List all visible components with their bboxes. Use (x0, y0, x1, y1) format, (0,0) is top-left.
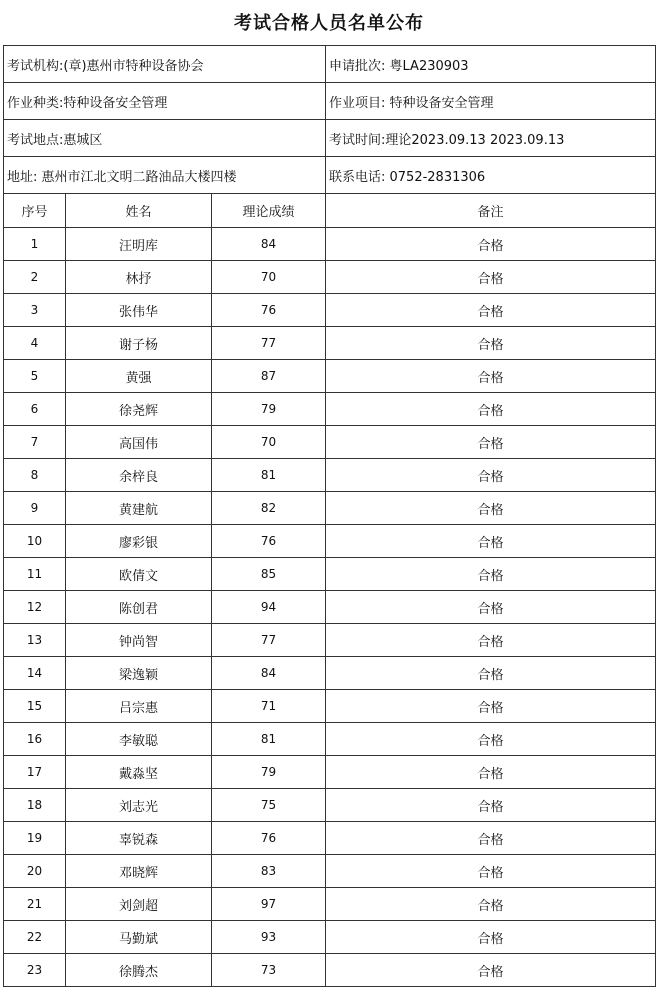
row-note: 合格 (326, 525, 656, 558)
row-no: 4 (4, 327, 66, 360)
row-score: 85 (212, 558, 326, 591)
row-name: 徐尧辉 (66, 393, 212, 426)
row-name: 马勤斌 (66, 921, 212, 954)
row-no: 14 (4, 657, 66, 690)
row-score: 76 (212, 822, 326, 855)
table-row (4, 393, 656, 426)
row-name: 邓晓辉 (66, 855, 212, 888)
table-row (4, 624, 656, 657)
row-no: 11 (4, 558, 66, 591)
table-row (4, 954, 656, 987)
header-no: 序号 (4, 194, 66, 228)
header-score: 理论成绩 (212, 194, 326, 228)
row-score: 76 (212, 525, 326, 558)
exam-site: 考试地点:惠城区 (4, 120, 326, 157)
row-note: 合格 (326, 921, 656, 954)
row-note: 合格 (326, 822, 656, 855)
row-note: 合格 (326, 789, 656, 822)
row-name: 黄强 (66, 360, 212, 393)
table-row (4, 690, 656, 723)
row-note: 合格 (326, 261, 656, 294)
row-name: 辜锐森 (66, 822, 212, 855)
row-note: 合格 (326, 624, 656, 657)
row-note: 合格 (326, 459, 656, 492)
table-row (4, 822, 656, 855)
row-note: 合格 (326, 360, 656, 393)
row-name: 张伟华 (66, 294, 212, 327)
row-note: 合格 (326, 558, 656, 591)
row-score: 82 (212, 492, 326, 525)
row-note: 合格 (326, 591, 656, 624)
row-score: 79 (212, 393, 326, 426)
row-name: 戴淼坚 (66, 756, 212, 789)
row-name: 梁逸颖 (66, 657, 212, 690)
exam-time: 考试时间:理论2023.09.13 2023.09.13 (326, 120, 656, 157)
row-no: 15 (4, 690, 66, 723)
results-table (3, 45, 656, 987)
row-no: 1 (4, 228, 66, 261)
application-batch: 申请批次: 粤LA230903 (326, 46, 656, 83)
row-no: 7 (4, 426, 66, 459)
info-row-job (4, 83, 656, 120)
table-row (4, 294, 656, 327)
header-name: 姓名 (66, 194, 212, 228)
row-score: 97 (212, 888, 326, 921)
table-row (4, 327, 656, 360)
row-name: 刘剑超 (66, 888, 212, 921)
row-note: 合格 (326, 855, 656, 888)
row-score: 77 (212, 327, 326, 360)
row-note: 合格 (326, 756, 656, 789)
row-note: 合格 (326, 954, 656, 987)
row-name: 谢子杨 (66, 327, 212, 360)
row-no: 3 (4, 294, 66, 327)
row-score: 83 (212, 855, 326, 888)
table-row (4, 756, 656, 789)
table-row (4, 789, 656, 822)
row-name: 林抒 (66, 261, 212, 294)
table-row (4, 525, 656, 558)
page-title: 考试合格人员名单公布 (234, 13, 424, 34)
table-row (4, 492, 656, 525)
table-row (4, 921, 656, 954)
row-score: 87 (212, 360, 326, 393)
row-score: 77 (212, 624, 326, 657)
table-row (4, 228, 656, 261)
job-item: 作业项目: 特种设备安全管理 (326, 83, 656, 120)
row-no: 6 (4, 393, 66, 426)
header-note: 备注 (326, 194, 656, 228)
row-no: 20 (4, 855, 66, 888)
table-row (4, 360, 656, 393)
row-name: 吕宗惠 (66, 690, 212, 723)
table-header (4, 194, 656, 228)
row-name: 廖彩银 (66, 525, 212, 558)
row-note: 合格 (326, 690, 656, 723)
table-row (4, 459, 656, 492)
row-name: 黄建航 (66, 492, 212, 525)
row-note: 合格 (326, 294, 656, 327)
row-no: 9 (4, 492, 66, 525)
row-no: 12 (4, 591, 66, 624)
row-note: 合格 (326, 228, 656, 261)
exam-org: 考试机构:(章)惠州市特种设备协会 (4, 46, 326, 83)
row-no: 10 (4, 525, 66, 558)
row-score: 73 (212, 954, 326, 987)
table-row (4, 657, 656, 690)
row-score: 75 (212, 789, 326, 822)
row-note: 合格 (326, 492, 656, 525)
row-note: 合格 (326, 393, 656, 426)
row-note: 合格 (326, 657, 656, 690)
row-score: 81 (212, 723, 326, 756)
row-no: 19 (4, 822, 66, 855)
table-row (4, 888, 656, 921)
row-name: 高国伟 (66, 426, 212, 459)
row-no: 5 (4, 360, 66, 393)
address: 地址: 惠州市江北文明二路油品大楼四楼 (4, 157, 326, 194)
row-name: 陈创君 (66, 591, 212, 624)
row-note: 合格 (326, 888, 656, 921)
row-score: 84 (212, 228, 326, 261)
row-score: 93 (212, 921, 326, 954)
row-name: 钟尚智 (66, 624, 212, 657)
row-no: 22 (4, 921, 66, 954)
row-name: 欧倩文 (66, 558, 212, 591)
row-no: 21 (4, 888, 66, 921)
table-row (4, 558, 656, 591)
row-score: 84 (212, 657, 326, 690)
table-row (4, 855, 656, 888)
row-score: 81 (212, 459, 326, 492)
row-name: 余梓良 (66, 459, 212, 492)
row-name: 李敏聪 (66, 723, 212, 756)
row-name: 刘志光 (66, 789, 212, 822)
row-score: 79 (212, 756, 326, 789)
table-row (4, 723, 656, 756)
row-no: 18 (4, 789, 66, 822)
row-no: 17 (4, 756, 66, 789)
row-score: 70 (212, 261, 326, 294)
row-no: 16 (4, 723, 66, 756)
contact-phone: 联系电话: 0752-2831306 (326, 157, 656, 194)
table-row (4, 426, 656, 459)
row-score: 76 (212, 294, 326, 327)
info-row-org (4, 46, 656, 83)
row-score: 94 (212, 591, 326, 624)
row-note: 合格 (326, 426, 656, 459)
row-no: 23 (4, 954, 66, 987)
job-type: 作业种类:特种设备安全管理 (4, 83, 326, 120)
row-note: 合格 (326, 327, 656, 360)
row-name: 徐腾杰 (66, 954, 212, 987)
row-score: 71 (212, 690, 326, 723)
row-name: 汪明库 (66, 228, 212, 261)
table-row (4, 261, 656, 294)
row-no: 2 (4, 261, 66, 294)
row-note: 合格 (326, 723, 656, 756)
row-no: 8 (4, 459, 66, 492)
row-no: 13 (4, 624, 66, 657)
table-row (4, 591, 656, 624)
info-row-site (4, 120, 656, 157)
info-row-address (4, 157, 656, 194)
row-score: 70 (212, 426, 326, 459)
